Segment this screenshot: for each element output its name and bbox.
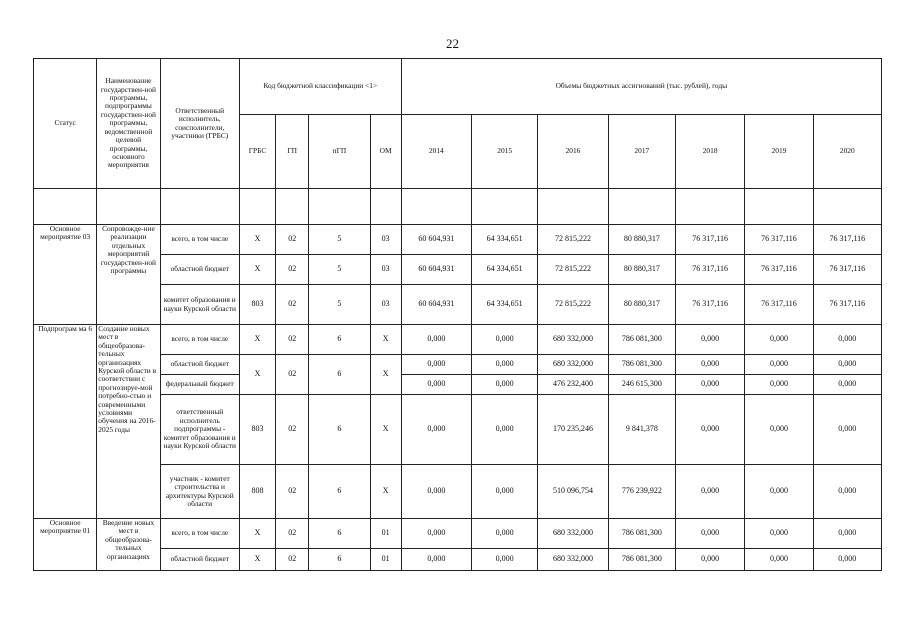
value-cell: 0,000: [401, 395, 471, 465]
table-row: [34, 285, 882, 325]
value-cell: 0,000: [813, 355, 881, 375]
header-year: 2016: [538, 115, 608, 189]
pgp-cell: 5: [309, 255, 370, 285]
om-cell: X: [370, 395, 401, 465]
value-cell: 64 334,651: [472, 225, 538, 255]
gp-cell: 02: [276, 225, 309, 255]
om-cell: 03: [370, 285, 401, 325]
value-cell: 0,000: [675, 519, 744, 549]
value-cell: 0,000: [675, 375, 744, 395]
pgp-cell: 5: [309, 225, 370, 255]
grbs-cell: X: [239, 325, 275, 355]
header-year: 2015: [472, 115, 538, 189]
value-cell: 510 096,754: [538, 465, 608, 519]
value-cell: 80 880,317: [608, 285, 675, 325]
om-cell: 01: [370, 549, 401, 571]
value-cell: 0,000: [472, 549, 538, 571]
value-cell: 72 815,222: [538, 255, 608, 285]
value-cell: 0,000: [675, 549, 744, 571]
value-cell: 0,000: [675, 465, 744, 519]
value-cell: 0,000: [401, 375, 471, 395]
value-cell: 0,000: [472, 465, 538, 519]
header-col-pgp: пГП: [309, 115, 370, 189]
value-cell: 0,000: [675, 325, 744, 355]
table-row: [34, 519, 882, 549]
value-cell: 0,000: [813, 375, 881, 395]
value-cell: 0,000: [813, 519, 881, 549]
value-cell: 0,000: [472, 395, 538, 465]
value-cell: 0,000: [745, 465, 813, 519]
value-cell: 0,000: [813, 549, 881, 571]
value-cell: 680 332,000: [538, 519, 608, 549]
header-year: 2017: [608, 115, 675, 189]
value-cell: 0,000: [813, 395, 881, 465]
gp-cell: 02: [276, 465, 309, 519]
value-cell: 60 604,931: [401, 285, 471, 325]
om-cell: 03: [370, 225, 401, 255]
table-row: [34, 325, 882, 355]
page-number: 22: [446, 36, 459, 51]
header-budget-code: Код бюджетной классификации <1>: [239, 59, 401, 115]
grbs-cell: 808: [239, 465, 275, 519]
value-cell: 64 334,651: [472, 255, 538, 285]
value-cell: 0,000: [401, 355, 471, 375]
value-cell: 680 332,000: [538, 355, 608, 375]
header-status: Статус: [34, 59, 97, 189]
header-volumes: Объемы бюджетных ассигнований (тыс. рублей), годы: [401, 59, 881, 115]
value-cell: 0,000: [472, 355, 538, 375]
value-cell: 0,000: [745, 325, 813, 355]
value-cell: 0,000: [813, 325, 881, 355]
responsible-cell: всего, в том числе: [160, 225, 239, 255]
status-cell: Основное мероприятие 03: [34, 225, 97, 325]
name-cell: Введение новых мест в общеобразова-тельных организациях: [97, 519, 160, 571]
table-row: [34, 549, 882, 571]
value-cell: 76 317,116: [813, 225, 881, 255]
value-cell: 60 604,931: [401, 225, 471, 255]
value-cell: 0,000: [472, 519, 538, 549]
value-cell: 776 239,922: [608, 465, 675, 519]
value-cell: 0,000: [745, 519, 813, 549]
responsible-cell: всего, в том числе: [160, 519, 239, 549]
value-cell: 80 880,317: [608, 225, 675, 255]
value-cell: 0,000: [745, 355, 813, 375]
grbs-cell: 803: [239, 285, 275, 325]
header-name: Наименование государствен-ной программы, подпрограммы государствен-ной программы, ведомственной целевой программы, основного мероприятия: [97, 59, 160, 189]
grbs-cell: X: [239, 355, 275, 395]
value-cell: 72 815,222: [538, 225, 608, 255]
value-cell: 0,000: [745, 375, 813, 395]
pgp-cell: 6: [309, 325, 370, 355]
value-cell: 0,000: [675, 395, 744, 465]
value-cell: 0,000: [401, 465, 471, 519]
gp-cell: 02: [276, 549, 309, 571]
pgp-cell: 6: [309, 519, 370, 549]
value-cell: 9 841,378: [608, 395, 675, 465]
budget-table: [33, 58, 882, 571]
header-col-grbs: ГРБС: [239, 115, 275, 189]
status-cell: Основное мероприятие 01: [34, 519, 97, 571]
responsible-cell: федеральный бюджет: [160, 375, 239, 395]
value-cell: 0,000: [813, 465, 881, 519]
header-year: 2019: [745, 115, 813, 189]
table-row: [34, 465, 882, 519]
responsible-cell: областной бюджет: [160, 355, 239, 375]
value-cell: 680 332,000: [538, 325, 608, 355]
value-cell: 0,000: [675, 355, 744, 375]
header-year: 2018: [675, 115, 744, 189]
value-cell: 76 317,116: [745, 225, 813, 255]
pgp-cell: 6: [309, 549, 370, 571]
value-cell: 72 815,222: [538, 285, 608, 325]
responsible-cell: ответственный исполнитель подпрограммы - комитет образования и науки Курской области: [160, 395, 239, 465]
value-cell: 246 615,300: [608, 375, 675, 395]
responsible-cell: участник - комитет строительства и архитектуры Курской области: [160, 465, 239, 519]
value-cell: 60 604,931: [401, 255, 471, 285]
name-cell: Создание новых мест в общеобразова-тельных организациях Курской области в соответствии с прогнозируе-мой потребно-стью и современными условиями обучения на 2016-2025 годы: [97, 325, 160, 519]
om-cell: X: [370, 355, 401, 395]
value-cell: 786 081,300: [608, 355, 675, 375]
gp-cell: 02: [276, 519, 309, 549]
name-cell: Сопровожде-ние реализации отдельных мероприятий государствен-ной программы: [97, 225, 160, 325]
responsible-cell: областной бюджет: [160, 255, 239, 285]
value-cell: 0,000: [472, 325, 538, 355]
value-cell: 80 880,317: [608, 255, 675, 285]
pgp-cell: 6: [309, 355, 370, 395]
grbs-cell: X: [239, 255, 275, 285]
value-cell: 170 235,246: [538, 395, 608, 465]
header-col-gp: ГП: [276, 115, 309, 189]
value-cell: 0,000: [401, 549, 471, 571]
responsible-cell: областной бюджет: [160, 549, 239, 571]
value-cell: 786 081,300: [608, 325, 675, 355]
value-cell: 680 332,000: [538, 549, 608, 571]
value-cell: 0,000: [745, 549, 813, 571]
gp-cell: 02: [276, 395, 309, 465]
pgp-cell: 6: [309, 465, 370, 519]
table-row: [34, 355, 882, 375]
grbs-cell: X: [239, 549, 275, 571]
value-cell: 786 081,300: [608, 519, 675, 549]
table-row: [34, 255, 882, 285]
value-cell: 0,000: [472, 375, 538, 395]
value-cell: 64 334,651: [472, 285, 538, 325]
header-year: 2020: [813, 115, 881, 189]
gp-cell: 02: [276, 355, 309, 395]
table-row: [34, 225, 882, 255]
om-cell: 03: [370, 255, 401, 285]
value-cell: 76 317,116: [745, 255, 813, 285]
gp-cell: 02: [276, 325, 309, 355]
grbs-cell: X: [239, 225, 275, 255]
om-cell: 01: [370, 519, 401, 549]
pgp-cell: 5: [309, 285, 370, 325]
responsible-cell: комитет образования и науки Курской области: [160, 285, 239, 325]
value-cell: 0,000: [401, 325, 471, 355]
value-cell: 76 317,116: [675, 255, 744, 285]
header-col-om: ОМ: [370, 115, 401, 189]
responsible-cell: всего, в том числе: [160, 325, 239, 355]
om-cell: X: [370, 325, 401, 355]
table-row: [34, 395, 882, 465]
grbs-cell: 803: [239, 395, 275, 465]
om-cell: X: [370, 465, 401, 519]
value-cell: 0,000: [401, 519, 471, 549]
empty-row: [34, 189, 882, 225]
table-row: [34, 375, 882, 395]
value-cell: 76 317,116: [813, 285, 881, 325]
grbs-cell: X: [239, 519, 275, 549]
value-cell: 76 317,116: [813, 255, 881, 285]
value-cell: 476 232,400: [538, 375, 608, 395]
header-year: 2014: [401, 115, 471, 189]
gp-cell: 02: [276, 255, 309, 285]
header-responsible: Ответственный исполнитель, соисполнители, участники (ГРБС): [160, 59, 239, 189]
status-cell: Подпрограм ма 6: [34, 325, 97, 519]
pgp-cell: 6: [309, 395, 370, 465]
value-cell: 786 081,300: [608, 549, 675, 571]
value-cell: 76 317,116: [675, 225, 744, 255]
value-cell: 76 317,116: [745, 285, 813, 325]
value-cell: 0,000: [745, 395, 813, 465]
gp-cell: 02: [276, 285, 309, 325]
value-cell: 76 317,116: [675, 285, 744, 325]
